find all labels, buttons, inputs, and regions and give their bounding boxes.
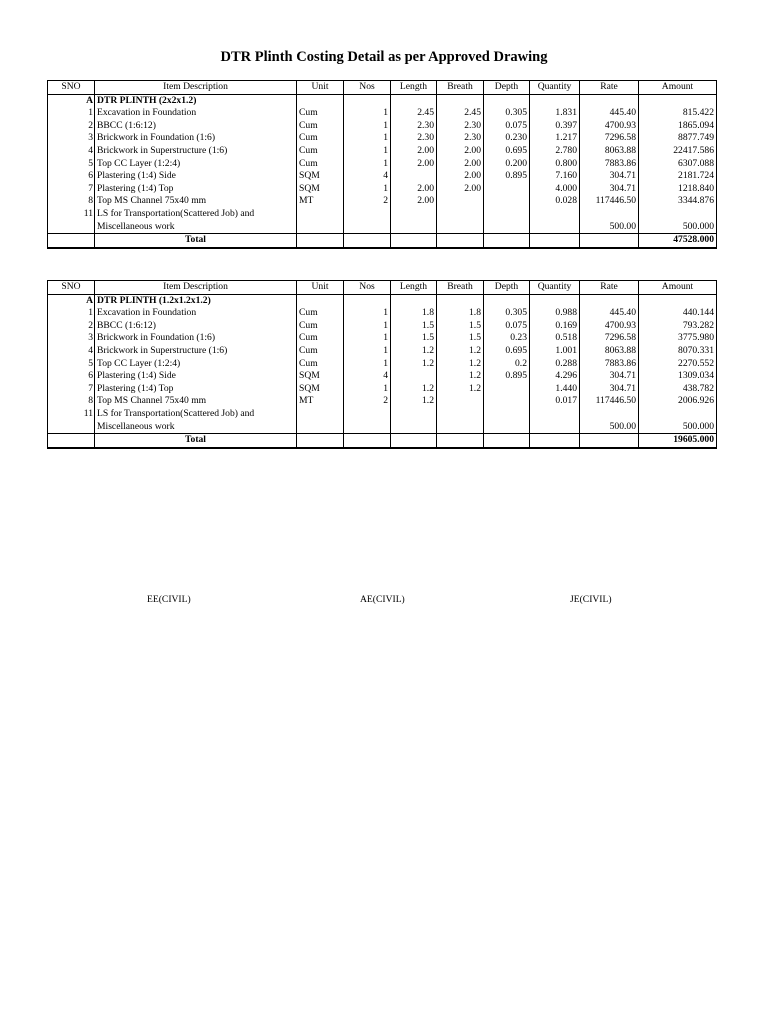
empty-cell xyxy=(484,294,530,307)
cell-desc: Plastering (1:4) Top xyxy=(95,183,297,196)
cell-rate: 7883.86 xyxy=(580,358,639,371)
section-title: DTR PLINTH (2x2x1.2) xyxy=(95,94,297,107)
empty-cell xyxy=(639,94,717,107)
cell-desc: LS for Transportation(Scattered Job) and xyxy=(95,208,297,221)
section-row xyxy=(48,294,717,307)
header-depth: Depth xyxy=(484,281,530,295)
empty-cell xyxy=(484,94,530,107)
empty-cell xyxy=(48,221,95,234)
cell-breath: 2.30 xyxy=(437,132,484,145)
cell-unit: Cum xyxy=(297,320,344,333)
cell-quantity: 4.296 xyxy=(530,370,580,383)
table-row xyxy=(48,320,717,333)
cell-depth: 0.075 xyxy=(484,320,530,333)
empty-cell xyxy=(530,208,580,221)
table-row xyxy=(48,395,717,408)
header-amount: Amount xyxy=(639,81,717,95)
header-row xyxy=(48,281,717,295)
total-row xyxy=(48,434,717,448)
cost-table-1 xyxy=(47,80,717,249)
table-row-ls xyxy=(48,208,717,221)
cell-nos: 1 xyxy=(344,358,391,371)
cell-unit: MT xyxy=(297,195,344,208)
cell-quantity: 4.000 xyxy=(530,183,580,196)
section-sno: A xyxy=(48,294,95,307)
cell-length: 1.2 xyxy=(391,358,437,371)
empty-cell xyxy=(530,421,580,434)
cell-desc: Plastering (1:4) Side xyxy=(95,170,297,183)
empty-cell xyxy=(530,434,580,448)
cell-amount: 3344.876 xyxy=(639,195,717,208)
empty-cell xyxy=(344,208,391,221)
header-nos: Nos xyxy=(344,281,391,295)
empty-cell xyxy=(580,294,639,307)
signature-je-civil: JE(CIVIL) xyxy=(570,594,612,605)
header-amount: Amount xyxy=(639,281,717,295)
cell-sno: 3 xyxy=(48,332,95,345)
cell-sno: 4 xyxy=(48,345,95,358)
cell-quantity: 0.288 xyxy=(530,358,580,371)
cell-length: 2.30 xyxy=(391,120,437,133)
cell-desc: Plastering (1:4) Side xyxy=(95,370,297,383)
cell-unit: MT xyxy=(297,395,344,408)
empty-cell xyxy=(639,294,717,307)
section-title: DTR PLINTH (1.2x1.2x1.2) xyxy=(95,294,297,307)
cell-nos: 2 xyxy=(344,195,391,208)
cell-breath: 1.5 xyxy=(437,332,484,345)
header-nos: Nos xyxy=(344,81,391,95)
table-row xyxy=(48,345,717,358)
cell-depth: 0.230 xyxy=(484,132,530,145)
header-quantity: Quantity xyxy=(530,81,580,95)
empty-cell xyxy=(580,408,639,421)
cell-length xyxy=(391,370,437,383)
cell-desc: Excavation in Foundation xyxy=(95,107,297,120)
empty-cell xyxy=(391,421,437,434)
cell-depth xyxy=(484,195,530,208)
cell-unit: SQM xyxy=(297,383,344,396)
cell-length: 1.5 xyxy=(391,332,437,345)
empty-cell xyxy=(344,94,391,107)
empty-cell xyxy=(639,408,717,421)
empty-cell xyxy=(484,434,530,448)
cell-rate: 4700.93 xyxy=(580,320,639,333)
header-quantity: Quantity xyxy=(530,281,580,295)
empty-cell xyxy=(297,434,344,448)
cell-nos: 1 xyxy=(344,145,391,158)
table-row xyxy=(48,107,717,120)
empty-cell xyxy=(437,408,484,421)
cell-breath xyxy=(437,395,484,408)
cell-desc: Brickwork in Superstructure (1:6) xyxy=(95,345,297,358)
cell-unit: Cum xyxy=(297,307,344,320)
empty-cell xyxy=(297,408,344,421)
cell-nos: 1 xyxy=(344,320,391,333)
cell-quantity: 1.001 xyxy=(530,345,580,358)
empty-cell xyxy=(297,208,344,221)
cell-length: 1.8 xyxy=(391,307,437,320)
empty-cell xyxy=(580,208,639,221)
cell-nos: 4 xyxy=(344,170,391,183)
cell-depth: 0.2 xyxy=(484,358,530,371)
cell-desc: Top MS Channel 75x40 mm xyxy=(95,195,297,208)
cell-quantity: 0.800 xyxy=(530,158,580,171)
cell-desc: BBCC (1:6:12) xyxy=(95,320,297,333)
empty-cell xyxy=(48,434,95,448)
header-length: Length xyxy=(391,81,437,95)
cell-amount: 1218.840 xyxy=(639,183,717,196)
cell-amount: 438.782 xyxy=(639,383,717,396)
cell-amount: 1309.034 xyxy=(639,370,717,383)
cell-rate: 304.71 xyxy=(580,370,639,383)
cell-sno: 1 xyxy=(48,107,95,120)
cell-amount: 3775.980 xyxy=(639,332,717,345)
cell-depth: 0.305 xyxy=(484,307,530,320)
empty-cell xyxy=(297,234,344,248)
table-row xyxy=(48,170,717,183)
empty-cell xyxy=(297,94,344,107)
cell-nos: 1 xyxy=(344,383,391,396)
empty-cell xyxy=(530,94,580,107)
cell-sno: 7 xyxy=(48,183,95,196)
header-length: Length xyxy=(391,281,437,295)
empty-cell xyxy=(437,208,484,221)
cell-sno: 8 xyxy=(48,195,95,208)
cell-sno: 6 xyxy=(48,370,95,383)
cell-depth: 0.895 xyxy=(484,370,530,383)
empty-cell xyxy=(437,421,484,434)
cell-breath: 1.2 xyxy=(437,345,484,358)
cell-desc: BBCC (1:6:12) xyxy=(95,120,297,133)
cell-depth xyxy=(484,183,530,196)
cell-breath: 1.5 xyxy=(437,320,484,333)
header-unit: Unit xyxy=(297,281,344,295)
cell-amount: 22417.586 xyxy=(639,145,717,158)
empty-cell xyxy=(297,421,344,434)
cell-amount: 815.422 xyxy=(639,107,717,120)
cell-unit: Cum xyxy=(297,120,344,133)
cell-sno: 11 xyxy=(48,408,95,421)
empty-cell xyxy=(580,234,639,248)
cell-breath: 2.00 xyxy=(437,145,484,158)
empty-cell xyxy=(437,434,484,448)
total-label: Total xyxy=(95,234,297,248)
cell-rate: 445.40 xyxy=(580,107,639,120)
cell-breath: 2.00 xyxy=(437,183,484,196)
cell-unit: Cum xyxy=(297,132,344,145)
cell-quantity: 0.988 xyxy=(530,307,580,320)
cell-breath: 2.00 xyxy=(437,170,484,183)
cell-rate: 117446.50 xyxy=(580,395,639,408)
header-breath: Breath xyxy=(437,81,484,95)
cell-nos: 1 xyxy=(344,332,391,345)
cell-sno: 2 xyxy=(48,120,95,133)
cell-depth: 0.695 xyxy=(484,345,530,358)
cell-depth: 0.200 xyxy=(484,158,530,171)
cell-quantity: 1.831 xyxy=(530,107,580,120)
cell-desc: Brickwork in Foundation (1:6) xyxy=(95,132,297,145)
table-body xyxy=(48,294,717,448)
cell-amount: 6307.088 xyxy=(639,158,717,171)
cell-unit: Cum xyxy=(297,158,344,171)
cell-rate: 8063.88 xyxy=(580,145,639,158)
cell-rate: 4700.93 xyxy=(580,120,639,133)
empty-cell xyxy=(580,434,639,448)
cell-depth: 0.895 xyxy=(484,170,530,183)
cell-rate: 304.71 xyxy=(580,170,639,183)
cost-table-2 xyxy=(47,280,717,449)
cell-depth: 0.305 xyxy=(484,107,530,120)
header-depth: Depth xyxy=(484,81,530,95)
table-row xyxy=(48,383,717,396)
empty-cell xyxy=(344,421,391,434)
empty-cell xyxy=(391,208,437,221)
empty-cell xyxy=(437,221,484,234)
cell-amount: 2181.724 xyxy=(639,170,717,183)
table-row xyxy=(48,307,717,320)
cell-breath: 1.2 xyxy=(437,358,484,371)
cell-depth: 0.075 xyxy=(484,120,530,133)
cell-desc: Plastering (1:4) Top xyxy=(95,383,297,396)
cell-breath: 1.8 xyxy=(437,307,484,320)
table-row xyxy=(48,158,717,171)
table-row xyxy=(48,145,717,158)
empty-cell xyxy=(639,208,717,221)
cell-length: 1.5 xyxy=(391,320,437,333)
cell-quantity: 0.397 xyxy=(530,120,580,133)
empty-cell xyxy=(48,234,95,248)
table-row xyxy=(48,120,717,133)
cell-nos: 1 xyxy=(344,345,391,358)
cell-length: 1.2 xyxy=(391,345,437,358)
cell-rate: 7296.58 xyxy=(580,332,639,345)
cell-length: 2.45 xyxy=(391,107,437,120)
cell-length: 1.2 xyxy=(391,395,437,408)
cell-unit: SQM xyxy=(297,370,344,383)
signature-ee-civil: EE(CIVIL) xyxy=(147,594,191,605)
cell-rate: 445.40 xyxy=(580,307,639,320)
cell-depth xyxy=(484,395,530,408)
cell-sno: 8 xyxy=(48,395,95,408)
cell-unit: Cum xyxy=(297,107,344,120)
cell-rate: 500.00 xyxy=(580,221,639,234)
table-row xyxy=(48,370,717,383)
cell-sno: 3 xyxy=(48,132,95,145)
cell-depth xyxy=(484,383,530,396)
cell-desc: Brickwork in Foundation (1:6) xyxy=(95,332,297,345)
header-item-description: Item Description xyxy=(95,281,297,295)
cell-quantity: 0.169 xyxy=(530,320,580,333)
table-row-ls-cont xyxy=(48,421,717,434)
cell-unit: Cum xyxy=(297,332,344,345)
empty-cell xyxy=(344,434,391,448)
cell-unit: SQM xyxy=(297,183,344,196)
cell-quantity: 0.028 xyxy=(530,195,580,208)
cell-quantity: 1.440 xyxy=(530,383,580,396)
cell-desc: LS for Transportation(Scattered Job) and xyxy=(95,408,297,421)
cell-desc: Top CC Layer (1:2:4) xyxy=(95,158,297,171)
cell-amount: 793.282 xyxy=(639,320,717,333)
total-row xyxy=(48,234,717,248)
cell-desc: Top MS Channel 75x40 mm xyxy=(95,395,297,408)
cell-breath xyxy=(437,195,484,208)
cell-rate: 304.71 xyxy=(580,183,639,196)
cell-sno: 5 xyxy=(48,358,95,371)
header-sno: SNO xyxy=(48,281,95,295)
cell-length: 2.00 xyxy=(391,183,437,196)
cell-depth: 0.695 xyxy=(484,145,530,158)
cell-breath: 1.2 xyxy=(437,383,484,396)
cell-breath: 2.00 xyxy=(437,158,484,171)
cell-breath: 2.45 xyxy=(437,107,484,120)
cell-length: 2.00 xyxy=(391,195,437,208)
empty-cell xyxy=(391,294,437,307)
empty-cell xyxy=(391,434,437,448)
cell-nos: 1 xyxy=(344,158,391,171)
header-rate: Rate xyxy=(580,281,639,295)
cell-nos: 1 xyxy=(344,307,391,320)
cell-sno: 5 xyxy=(48,158,95,171)
cell-rate: 7883.86 xyxy=(580,158,639,171)
cell-amount: 1865.094 xyxy=(639,120,717,133)
empty-cell xyxy=(344,294,391,307)
table-body xyxy=(48,94,717,248)
empty-cell xyxy=(391,234,437,248)
signature-ae-civil: AE(CIVIL) xyxy=(360,594,405,605)
cell-nos: 1 xyxy=(344,120,391,133)
cell-desc: Brickwork in Superstructure (1:6) xyxy=(95,145,297,158)
cell-desc: Top CC Layer (1:2:4) xyxy=(95,358,297,371)
empty-cell xyxy=(484,408,530,421)
cell-sno: 1 xyxy=(48,307,95,320)
cell-rate: 304.71 xyxy=(580,383,639,396)
cell-amount: 8070.331 xyxy=(639,345,717,358)
table-row-ls-cont xyxy=(48,221,717,234)
empty-cell xyxy=(297,221,344,234)
empty-cell xyxy=(437,234,484,248)
table-row xyxy=(48,332,717,345)
cell-breath: 1.2 xyxy=(437,370,484,383)
cell-quantity: 7.160 xyxy=(530,170,580,183)
cell-amount: 2270.552 xyxy=(639,358,717,371)
cell-quantity: 2.780 xyxy=(530,145,580,158)
empty-cell xyxy=(391,221,437,234)
empty-cell xyxy=(344,408,391,421)
header-breath: Breath xyxy=(437,281,484,295)
cell-length: 2.30 xyxy=(391,132,437,145)
cell-unit: Cum xyxy=(297,345,344,358)
cell-nos: 2 xyxy=(344,395,391,408)
cell-length xyxy=(391,170,437,183)
cell-nos: 4 xyxy=(344,370,391,383)
empty-cell xyxy=(530,221,580,234)
cell-unit: Cum xyxy=(297,358,344,371)
empty-cell xyxy=(344,234,391,248)
cell-breath: 2.30 xyxy=(437,120,484,133)
total-amount: 47528.000 xyxy=(639,234,717,248)
header-rate: Rate xyxy=(580,81,639,95)
section-sno: A xyxy=(48,94,95,107)
cell-quantity: 0.017 xyxy=(530,395,580,408)
cell-sno: 4 xyxy=(48,145,95,158)
empty-cell xyxy=(297,294,344,307)
header-sno: SNO xyxy=(48,81,95,95)
header-item-description: Item Description xyxy=(95,81,297,95)
empty-cell xyxy=(580,94,639,107)
cell-rate: 8063.88 xyxy=(580,345,639,358)
header-row xyxy=(48,81,717,95)
cell-length: 1.2 xyxy=(391,383,437,396)
cell-sno: 6 xyxy=(48,170,95,183)
empty-cell xyxy=(484,208,530,221)
cell-length: 2.00 xyxy=(391,145,437,158)
cell-sno: 11 xyxy=(48,208,95,221)
cell-amount: 440.144 xyxy=(639,307,717,320)
table-row xyxy=(48,195,717,208)
table-row xyxy=(48,132,717,145)
cell-quantity: 0.518 xyxy=(530,332,580,345)
cell-rate: 500.00 xyxy=(580,421,639,434)
empty-cell xyxy=(530,234,580,248)
empty-cell xyxy=(344,221,391,234)
empty-cell xyxy=(484,234,530,248)
cell-desc: Miscellaneous work xyxy=(95,221,297,234)
total-amount: 19605.000 xyxy=(639,434,717,448)
table-row-ls xyxy=(48,408,717,421)
table-row xyxy=(48,183,717,196)
cell-nos: 1 xyxy=(344,132,391,145)
empty-cell xyxy=(437,294,484,307)
table-row xyxy=(48,358,717,371)
total-label: Total xyxy=(95,434,297,448)
empty-cell xyxy=(484,421,530,434)
page-title: DTR Plinth Costing Detail as per Approved Drawing xyxy=(220,49,548,65)
empty-cell xyxy=(437,94,484,107)
empty-cell xyxy=(48,421,95,434)
cell-nos: 1 xyxy=(344,107,391,120)
cell-unit: Cum xyxy=(297,145,344,158)
cell-rate: 117446.50 xyxy=(580,195,639,208)
cell-sno: 7 xyxy=(48,383,95,396)
cell-rate: 7296.58 xyxy=(580,132,639,145)
cell-nos: 1 xyxy=(344,183,391,196)
cell-sno: 2 xyxy=(48,320,95,333)
cell-unit: SQM xyxy=(297,170,344,183)
empty-cell xyxy=(391,408,437,421)
empty-cell xyxy=(530,408,580,421)
cell-amount: 2006.926 xyxy=(639,395,717,408)
cell-amount: 8877.749 xyxy=(639,132,717,145)
cell-depth: 0.23 xyxy=(484,332,530,345)
cell-amount: 500.000 xyxy=(639,221,717,234)
empty-cell xyxy=(484,221,530,234)
empty-cell xyxy=(391,94,437,107)
empty-cell xyxy=(530,294,580,307)
cell-amount: 500.000 xyxy=(639,421,717,434)
section-row xyxy=(48,94,717,107)
cell-quantity: 1.217 xyxy=(530,132,580,145)
cell-length: 2.00 xyxy=(391,158,437,171)
header-unit: Unit xyxy=(297,81,344,95)
cell-desc: Excavation in Foundation xyxy=(95,307,297,320)
cell-desc: Miscellaneous work xyxy=(95,421,297,434)
